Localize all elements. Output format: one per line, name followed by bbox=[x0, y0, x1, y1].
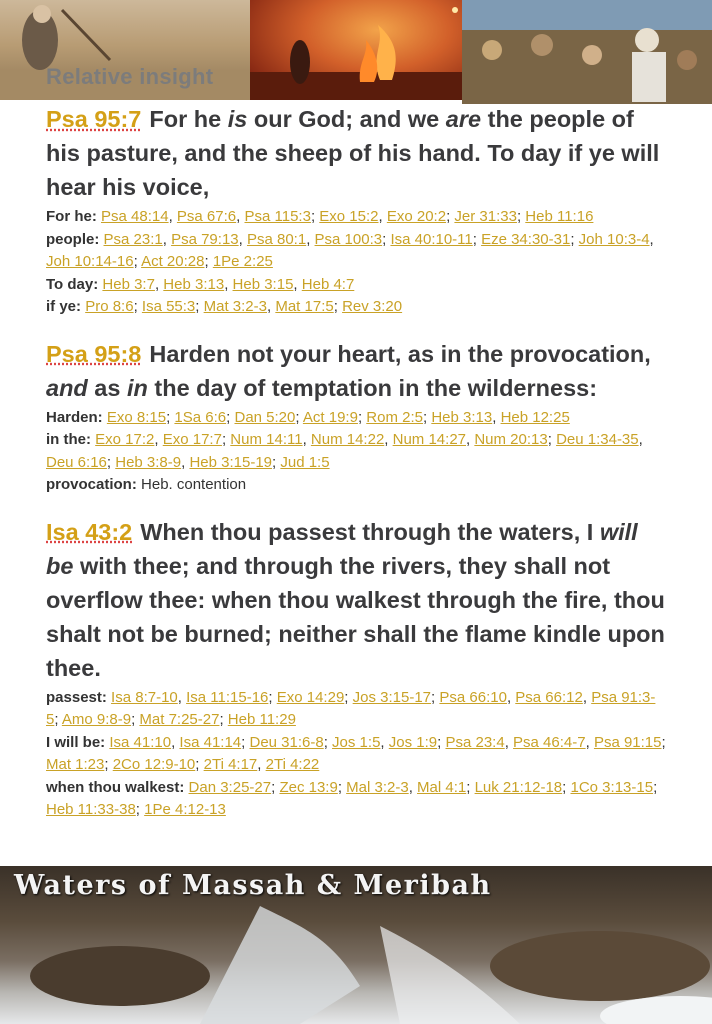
cross-reference-link[interactable]: Jos 1:5 bbox=[332, 733, 381, 751]
cross-reference-link[interactable]: Heb 3:15 bbox=[232, 275, 294, 293]
cross-reference-label: I will be: bbox=[46, 733, 106, 751]
cross-reference-line: passest: Isa 8:7-10, Isa 11:15-16; Exo 14:29; Jos 3:15-17; Psa 66:10, Psa 66:12, Psa 91:3-5; Amo 9:8-9; Mat 7:25-27; Heb 11:29 bbox=[46, 688, 656, 728]
cross-reference-line: if ye: Pro 8:6; Isa 55:3; Mat 3:2-3, Mat 17:5; Rev 3:20 bbox=[46, 298, 403, 315]
cross-reference-link[interactable]: Amo 9:8-9 bbox=[61, 711, 132, 728]
cross-reference-link[interactable]: Exo 17:7 bbox=[162, 431, 222, 448]
cross-reference-link[interactable]: 2Co 12:9-10 bbox=[112, 756, 196, 773]
cross-reference-link[interactable]: Psa 79:13 bbox=[171, 230, 239, 248]
cross-reference-link[interactable]: Num 20:13 bbox=[474, 431, 548, 448]
cross-reference-link[interactable]: Act 19:9 bbox=[302, 408, 358, 426]
cross-reference-line bbox=[46, 474, 666, 497]
verse-text bbox=[46, 102, 666, 204]
cross-reference-link[interactable]: Psa 91:15 bbox=[593, 733, 662, 751]
cross-reference-link[interactable]: Exo 20:2 bbox=[386, 208, 447, 225]
verse-block bbox=[46, 515, 666, 822]
cross-reference-link[interactable]: Psa 48:14 bbox=[101, 208, 169, 225]
cross-reference-link[interactable]: Jos 3:15-17 bbox=[352, 688, 432, 706]
cross-reference-link[interactable]: Mat 7:25-27 bbox=[139, 711, 220, 728]
burning-bush-icon bbox=[250, 0, 462, 100]
cross-reference-link[interactable]: Psa 23:1 bbox=[103, 230, 163, 248]
verse-block bbox=[46, 337, 666, 497]
cross-reference-link[interactable]: Num 14:27 bbox=[392, 431, 466, 448]
cross-reference-link[interactable]: Psa 66:10 bbox=[439, 688, 507, 706]
cross-reference-link[interactable]: Psa 91:3-5 bbox=[46, 688, 656, 728]
verse-fragment: For he bbox=[149, 106, 228, 132]
cross-reference-link[interactable]: Mat 17:5 bbox=[275, 298, 334, 315]
cross-reference-link[interactable]: Rom 2:5 bbox=[366, 408, 423, 426]
verse-fragment: will be bbox=[46, 518, 638, 579]
cross-reference-link[interactable]: Deu 1:34-35 bbox=[556, 431, 639, 448]
cross-reference-link[interactable]: Isa 41:10 bbox=[109, 733, 172, 751]
cross-reference-link[interactable]: Heb 3:8-9 bbox=[115, 453, 182, 471]
cross-reference-link[interactable]: Num 14:11 bbox=[230, 431, 303, 448]
cross-reference-link[interactable]: Heb 11:33-38 bbox=[46, 801, 136, 818]
cross-reference-link[interactable]: Jer 31:33 bbox=[454, 208, 517, 225]
verse-fragment: When thou passest through the waters, I bbox=[140, 518, 600, 545]
cross-reference-link[interactable]: 1Pe 4:12-13 bbox=[144, 801, 226, 818]
cross-reference-link[interactable]: Deu 6:16 bbox=[46, 453, 107, 471]
site-brand: Relative insight bbox=[46, 64, 214, 89]
cross-reference-label: Harden: bbox=[46, 408, 103, 426]
verse-fragment: the day of temptation in the wilderness: bbox=[147, 374, 598, 401]
cross-reference-link[interactable]: Deu 31:6-8 bbox=[249, 733, 324, 751]
cross-reference-label: To day: bbox=[46, 275, 99, 293]
cross-reference-link[interactable]: Num 14:22 bbox=[310, 431, 385, 448]
cross-reference-link[interactable]: 1Co 3:13-15 bbox=[570, 778, 654, 796]
cross-reference-link[interactable]: Jud 1:5 bbox=[280, 453, 330, 471]
verse-fragment: is bbox=[227, 106, 248, 132]
cross-reference-link[interactable]: Mat 3:2-3 bbox=[203, 298, 267, 315]
cross-reference-line: For he: Psa 48:14, Psa 67:6, Psa 115:3; Exo 15:2, Exo 20:2; Jer 31:33; Heb 11:16 bbox=[46, 208, 594, 225]
cross-reference-note: Heb. contention bbox=[141, 476, 247, 493]
verse-fragment: with thee; and through the rivers, they shall not overflow thee: when thou walkest through the fire, thou shalt not be burned; neither shall the flame kindle upon thee. bbox=[46, 552, 665, 681]
cross-reference-link[interactable]: Jos 1:9 bbox=[388, 733, 438, 751]
cross-reference-label: if ye: bbox=[46, 298, 82, 315]
cross-reference-link[interactable]: Exo 15:2 bbox=[319, 208, 379, 225]
cross-reference-link[interactable]: Zec 13:9 bbox=[279, 778, 338, 796]
cross-reference-link[interactable]: 2Ti 4:17 bbox=[203, 756, 258, 773]
cross-reference-label: people: bbox=[46, 230, 100, 248]
verse-list bbox=[46, 102, 666, 840]
cross-reference-link[interactable]: Isa 8:7-10 bbox=[111, 688, 178, 706]
cross-reference-line: people: Psa 23:1, Psa 79:13, Psa 80:1, Psa 100:3; Isa 40:10-11; Eze 34:30-31; Joh 10:3-4, Joh 10:14-16; Act 20:28; 1Pe 2:25 bbox=[46, 230, 654, 270]
cross-reference-line: Harden: Exo 8:15; 1Sa 6:6; Dan 5:20; Act 19:9; Rom 2:5; Heb 3:13, Heb 12:25 bbox=[46, 408, 570, 426]
cross-references bbox=[46, 687, 666, 822]
cross-reference-link[interactable]: Psa 23:4 bbox=[445, 733, 505, 751]
cross-reference-line: when thou walkest: Dan 3:25-27; Zec 13:9; Mal 3:2-3, Mal 4:1; Luk 21:12-18; 1Co 3:13-15; Heb 11:33-38; 1Pe 4:12-13 bbox=[46, 778, 658, 818]
header-banner bbox=[0, 0, 712, 104]
footer-waterfall-image bbox=[0, 866, 712, 1024]
cross-reference-line: in the: Exo 17:2, Exo 17:7; Num 14:11, Num 14:22, Num 14:27, Num 20:13; Deu 1:34-35, Deu 6:16; Heb 3:8-9, Heb 3:15-19; Jud 1:5 bbox=[46, 431, 643, 471]
cross-reference-link[interactable]: Act 20:28 bbox=[141, 253, 205, 270]
cross-reference-link[interactable]: Joh 10:14-16 bbox=[46, 253, 134, 270]
cross-reference-link[interactable]: Mal 3:2-3 bbox=[346, 778, 409, 796]
cross-references bbox=[46, 206, 666, 319]
cross-reference-link[interactable]: Heb 3:13 bbox=[163, 275, 225, 293]
cross-reference-line: I will be: Isa 41:10, Isa 41:14; Deu 31:6-8; Jos 1:5, Jos 1:9; Psa 23:4, Psa 46:4-7, Psa 91:15; Mat 1:23; 2Co 12:9-10; 2Ti 4:17, 2Ti 4:22 bbox=[46, 733, 666, 773]
cross-reference-label: in the: bbox=[46, 431, 91, 448]
cross-reference-label: provocation: bbox=[46, 476, 137, 493]
cross-reference-link[interactable]: Heb 3:13 bbox=[431, 408, 493, 426]
verse-fragment: in bbox=[126, 374, 148, 401]
cross-reference-label: when thou walkest: bbox=[46, 778, 185, 796]
verse-fragment: and bbox=[46, 374, 88, 401]
cross-reference-link[interactable]: Isa 41:14 bbox=[179, 733, 242, 751]
verse-text bbox=[46, 337, 666, 405]
cross-reference-link[interactable]: Isa 40:10-11 bbox=[390, 230, 473, 248]
cross-reference-line: To day: Heb 3:7, Heb 3:13, Heb 3:15, Heb 4:7 bbox=[46, 275, 355, 293]
cross-reference-link[interactable]: Joh 10:3-4 bbox=[578, 230, 650, 248]
cross-reference-link[interactable]: Psa 80:1 bbox=[246, 230, 307, 248]
cross-reference-link[interactable]: 1Pe 2:25 bbox=[212, 253, 273, 270]
cross-reference-link[interactable]: Pro 8:6 bbox=[85, 298, 134, 315]
burning-bush-image bbox=[250, 0, 462, 100]
cross-reference-link[interactable]: Dan 3:25-27 bbox=[188, 778, 272, 796]
cross-reference-link[interactable]: Psa 67:6 bbox=[176, 208, 237, 225]
cross-reference-link[interactable]: Luk 21:12-18 bbox=[474, 778, 563, 796]
verse-fragment: are bbox=[445, 106, 482, 132]
cross-reference-link[interactable]: Psa 115:3 bbox=[244, 208, 311, 225]
cross-reference-label: passest: bbox=[46, 688, 107, 706]
cross-reference-link[interactable]: Mal 4:1 bbox=[417, 778, 467, 796]
cross-reference-link[interactable]: Exo 17:2 bbox=[95, 431, 155, 448]
verse-reference-link[interactable]: Psa 95:7 bbox=[46, 106, 142, 132]
verse-fragment: as bbox=[87, 374, 127, 401]
cross-reference-link[interactable]: Exo 14:29 bbox=[276, 688, 345, 706]
cross-reference-link[interactable]: Heb 3:7 bbox=[102, 275, 155, 293]
cross-reference-label: For he: bbox=[46, 208, 97, 225]
verse-reference-link[interactable]: Psa 95:8 bbox=[46, 340, 142, 367]
verse-reference-link[interactable]: Isa 43:2 bbox=[46, 518, 133, 545]
crowd-image bbox=[462, 0, 712, 104]
footer-title: Waters of Massah & Meribah bbox=[14, 870, 492, 901]
cross-reference-link[interactable]: Dan 5:20 bbox=[234, 408, 296, 426]
cross-reference-link[interactable]: 1Sa 6:6 bbox=[174, 408, 227, 426]
verse-fragment: the people of his pasture, and the sheep of his hand. To day if ye will hear his voice, bbox=[46, 106, 660, 200]
cross-reference-link[interactable]: Isa 55:3 bbox=[141, 298, 196, 315]
cross-reference-link[interactable]: Heb 4:7 bbox=[301, 275, 355, 293]
cross-references bbox=[46, 407, 666, 497]
cross-reference-link[interactable]: Psa 46:4-7 bbox=[513, 733, 586, 751]
verse-text bbox=[46, 515, 666, 685]
cross-reference-link[interactable]: Psa 100:3 bbox=[314, 230, 383, 248]
cross-reference-link[interactable]: Exo 8:15 bbox=[106, 408, 167, 426]
cross-reference-link[interactable]: Rev 3:20 bbox=[342, 298, 403, 315]
cross-reference-link[interactable]: Heb 3:15-19 bbox=[189, 453, 273, 471]
cross-reference-link[interactable]: Heb 11:29 bbox=[227, 711, 296, 728]
cross-reference-link[interactable]: Heb 11:16 bbox=[525, 208, 594, 225]
verse-fragment: our God; and we bbox=[247, 106, 446, 132]
cross-reference-link[interactable]: Isa 11:15-16 bbox=[186, 688, 269, 706]
cross-reference-link[interactable]: 2Ti 4:22 bbox=[265, 756, 320, 773]
crowd-icon bbox=[462, 0, 712, 104]
verse-block bbox=[46, 102, 666, 319]
verse-fragment: Harden not your heart, as in the provocation, bbox=[149, 340, 651, 367]
cross-reference-link[interactable]: Heb 12:25 bbox=[500, 408, 570, 426]
cross-reference-link[interactable]: Psa 66:12 bbox=[515, 688, 583, 706]
cross-reference-link[interactable]: Mat 1:23 bbox=[46, 756, 105, 773]
cross-reference-link[interactable]: Eze 34:30-31 bbox=[481, 230, 571, 248]
